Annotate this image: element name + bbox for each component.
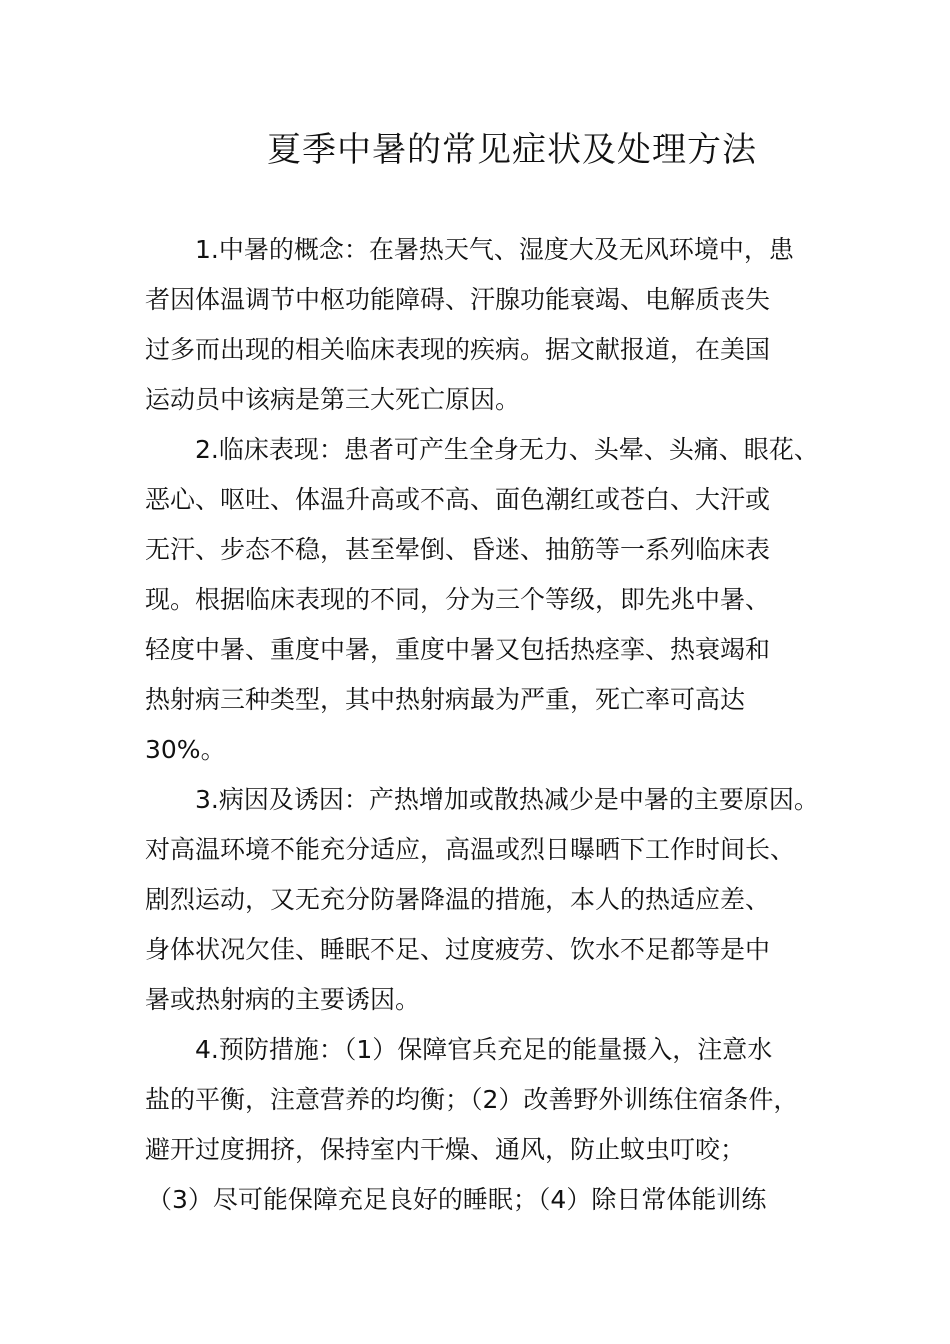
document-title: 夏季中暑的常见症状及处理方法 [267,130,757,170]
paragraph-line: 轻度中暑、重度中暑，重度中暑又包括热痉挛、热衰竭和 [145,635,771,664]
paragraph-line: 对高温环境不能充分适应，高温或烈日曝晒下工作时间长、 [145,835,796,864]
paragraph-line: 运动员中该病是第三大死亡原因。 [145,385,521,414]
paragraph-line: 热射病三种类型，其中热射病最为严重，死亡率可高达 [145,685,746,714]
paragraph-line: 避开过度拥挤，保持室内干燥、通风，防止蚊虫叮咬； [145,1135,746,1164]
paragraph-line: 过多而出现的相关临床表现的疾病。据文献报道，在美国 [145,335,771,364]
paragraph-line: 1.中暑的概念：在暑热天气、湿度大及无风环境中，患 [195,235,794,264]
paragraph-line: 30%。 [145,735,226,764]
paragraph-line: 无汗、步态不稳，甚至晕倒、昏迷、抽筋等一系列临床表 [145,535,771,564]
paragraph-line: 现。根据临床表现的不同，分为三个等级，即先兆中暑、 [145,585,771,614]
paragraph-line: 暑或热射病的主要诱因。 [145,985,421,1014]
paragraph-line: 3.病因及诱因：产热增加或散热减少是中暑的主要原因。 [195,785,819,814]
paragraph-line: 身体状况欠佳、睡眠不足、过度疲劳、饮水不足都等是中 [145,935,771,964]
paragraph-line: 恶心、呕吐、体温升高或不高、面色潮红或苍白、大汗或 [145,485,771,514]
paragraph-line: 剧烈运动，又无充分防暑降温的措施，本人的热适应差、 [145,885,771,914]
paragraph-line: 盐的平衡，注意营养的均衡；（2）改善野外训练住宿条件， [145,1085,799,1114]
paragraph-line: 4.预防措施：（1）保障官兵充足的能量摄入，注意水 [195,1035,773,1064]
paragraph-line: （3）尽可能保障充足良好的睡眠；（4）除日常体能训练 [147,1185,767,1214]
paragraph-line: 2.临床表现：患者可产生全身无力、头晕、头痛、眼花、 [195,435,819,464]
paragraph-line: 者因体温调节中枢功能障碍、汗腺功能衰竭、电解质丧失 [145,285,771,314]
